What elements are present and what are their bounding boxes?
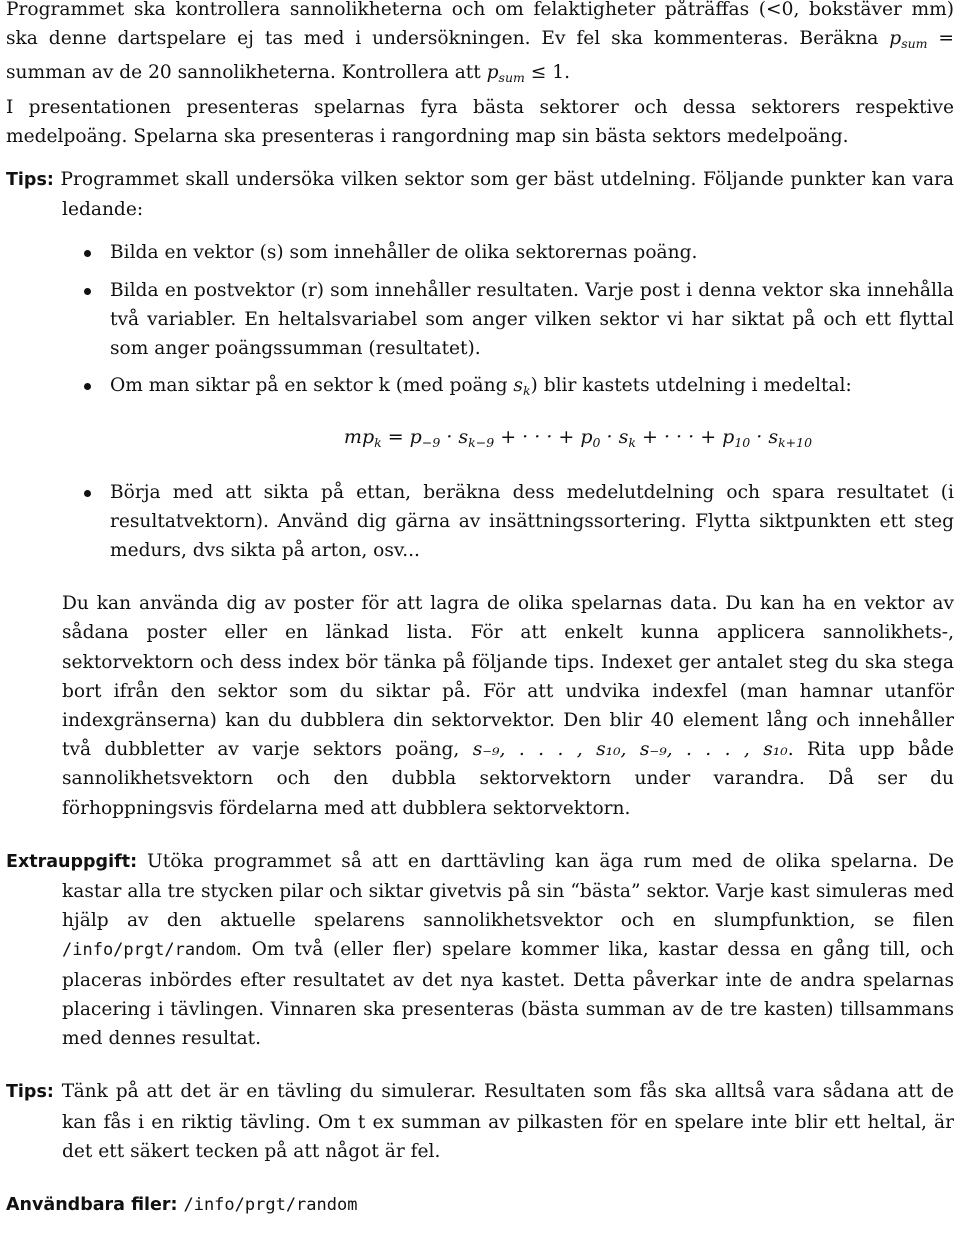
random-file-path: /info/prgt/random xyxy=(62,940,236,961)
intro-text-1: Programmet ska kontrollera sannolikheterna och om felaktigheter påträffas (<0, bokstäver mm) ska denne dartspelare ej tas med i undersökningen. Ev fel ska kommenteras. Beräkna xyxy=(6,0,954,50)
sk-symbol: $s_k$ xyxy=(513,375,531,399)
tips-label-1: Tips: xyxy=(6,170,54,191)
tips-text-2: Tänk på att det är en tävling du simulerar. Resultaten som fås ska alltså vara sådana att de kan fås i en riktig tävling. Om t ex summan av pilkasten för en spelare inte blir ett heltal, är det ett säkert tecken på att något är fel. xyxy=(53,1081,954,1162)
bullet-text-2: Bilda en postvektor (r) som innehåller resultaten. Varje post i denna vektor ska innehålla två variabler. En heltalsvariabel som anger vilken sektor vi har siktat på och ett flyttal som anger poängssumman (resultatet). xyxy=(110,279,954,360)
list-item xyxy=(110,276,954,364)
tips-bullet-list xyxy=(6,238,954,565)
useful-files-label: Användbara filer: xyxy=(6,1194,178,1215)
bullet-icon xyxy=(84,288,91,295)
intro-text-3: ≤ 1. xyxy=(524,62,571,84)
list-item xyxy=(110,478,954,566)
bullet-icon xyxy=(84,250,91,257)
vector-paragraph xyxy=(6,589,954,823)
extra-paragraph xyxy=(6,847,954,1053)
intro-paragraph xyxy=(6,0,954,93)
bullet-text-3b: ) blir kastets utdelning i medeltal: xyxy=(530,375,852,397)
tips-text-1: Programmet skall undersöka vilken sektor som ger bäst utdelning. Följande punkter kan vara ledande: xyxy=(53,169,954,221)
psum-symbol: $p_{sum}$ xyxy=(889,28,928,52)
vector-text-a: Du kan använda dig av poster för att lagra de olika spelarnas data. Du kan ha en vektor av sådana poster eller en länkad lista. För att enkelt kunna applicera sannolikhets-, sektorvektorn och dess index bör tänka på följande tips. Indexet ger antalet steg du ska stega bort ifrån den sektor som du siktar på. För att undvika indexfel (man hamnar utanför indexgränserna) kan du dubblera din sektorvektor. Den blir 40 element lång och innehåller två dubbletter av varje sektors poäng, xyxy=(62,593,954,761)
bullet-text-1: Bilda en vektor (s) som innehåller de olika sektorernas poäng. xyxy=(110,242,698,264)
tips-paragraph-2 xyxy=(6,1077,954,1166)
bullet-text-4: Börja med att sikta på ettan, beräkna dess medelutdelning och spara resultatet (i resultatvektorn). Använd dig gärna av insättningssortering. Flytta siktpunkten ett steg medurs, dvs sikta på arton, osv... xyxy=(110,481,954,562)
bullet-icon xyxy=(84,383,91,390)
list-item xyxy=(110,238,954,267)
extra-text-a: Utöka programmet så att en darttävling kan äga rum med de olika spelarna. De kastar alla tre stycken pilar och siktar givetvis på sin “bästa” sektor. Varje kast simuleras med hjälp av den aktuelle spelarens sannolikhetsvektor och en slumpfunktion, se filen xyxy=(62,850,954,932)
extra-text-b: . Om två (eller fler) spelare kommer lika, kastar dessa en gång till, och placeras inbördes efter resultatet av det nya kastet. Detta påverkar inte de andra spelarnas placering i tävlingen. Vinnaren ska presenteras (bästa summan av de tre kasten) tillsammans med dennes resultat. xyxy=(62,939,954,1050)
expected-score-formula: $mp_k = p_{-9} \cdot s_{k-9}$ + · · · + $p_0 \cdot s_k$ + · · · + $p_{10} \cdot s_{k+10}$ xyxy=(343,426,813,451)
presentation-paragraph: I presentationen presenteras spelarnas fyra bästa sektorer och dessa sektorers respektive medelpoäng. Spelarna ska presenteras i rangordning map sin bästa sektors medelpoäng. xyxy=(6,96,954,147)
useful-file-path: /info/prgt/random xyxy=(183,1194,358,1215)
psum-symbol-2: $p_{sum}$ xyxy=(486,62,525,86)
vector-text-b: . Rita upp både sannolikhetsvektorn och den dubbla sektorvektorn under varandra. Då ser du förhoppningsvis fördelarna med att dubblera sektorvektorn. xyxy=(62,739,954,819)
tips-label-2: Tips: xyxy=(6,1082,54,1103)
tips-paragraph-1 xyxy=(6,165,954,224)
vector-math: s₋₉, . . . , s₁₀, s₋₉, . . . , s₁₀ xyxy=(472,739,788,761)
bullet-icon xyxy=(84,490,91,497)
extra-label: Extrauppgift: xyxy=(6,851,138,872)
useful-files xyxy=(6,1190,954,1220)
intro-text-2: = summan av de 20 sannolikheterna. Kontrollera att xyxy=(6,28,954,84)
list-item xyxy=(110,371,954,457)
bullet-text-3a: Om man siktar på en sektor k (med poäng xyxy=(110,375,514,397)
